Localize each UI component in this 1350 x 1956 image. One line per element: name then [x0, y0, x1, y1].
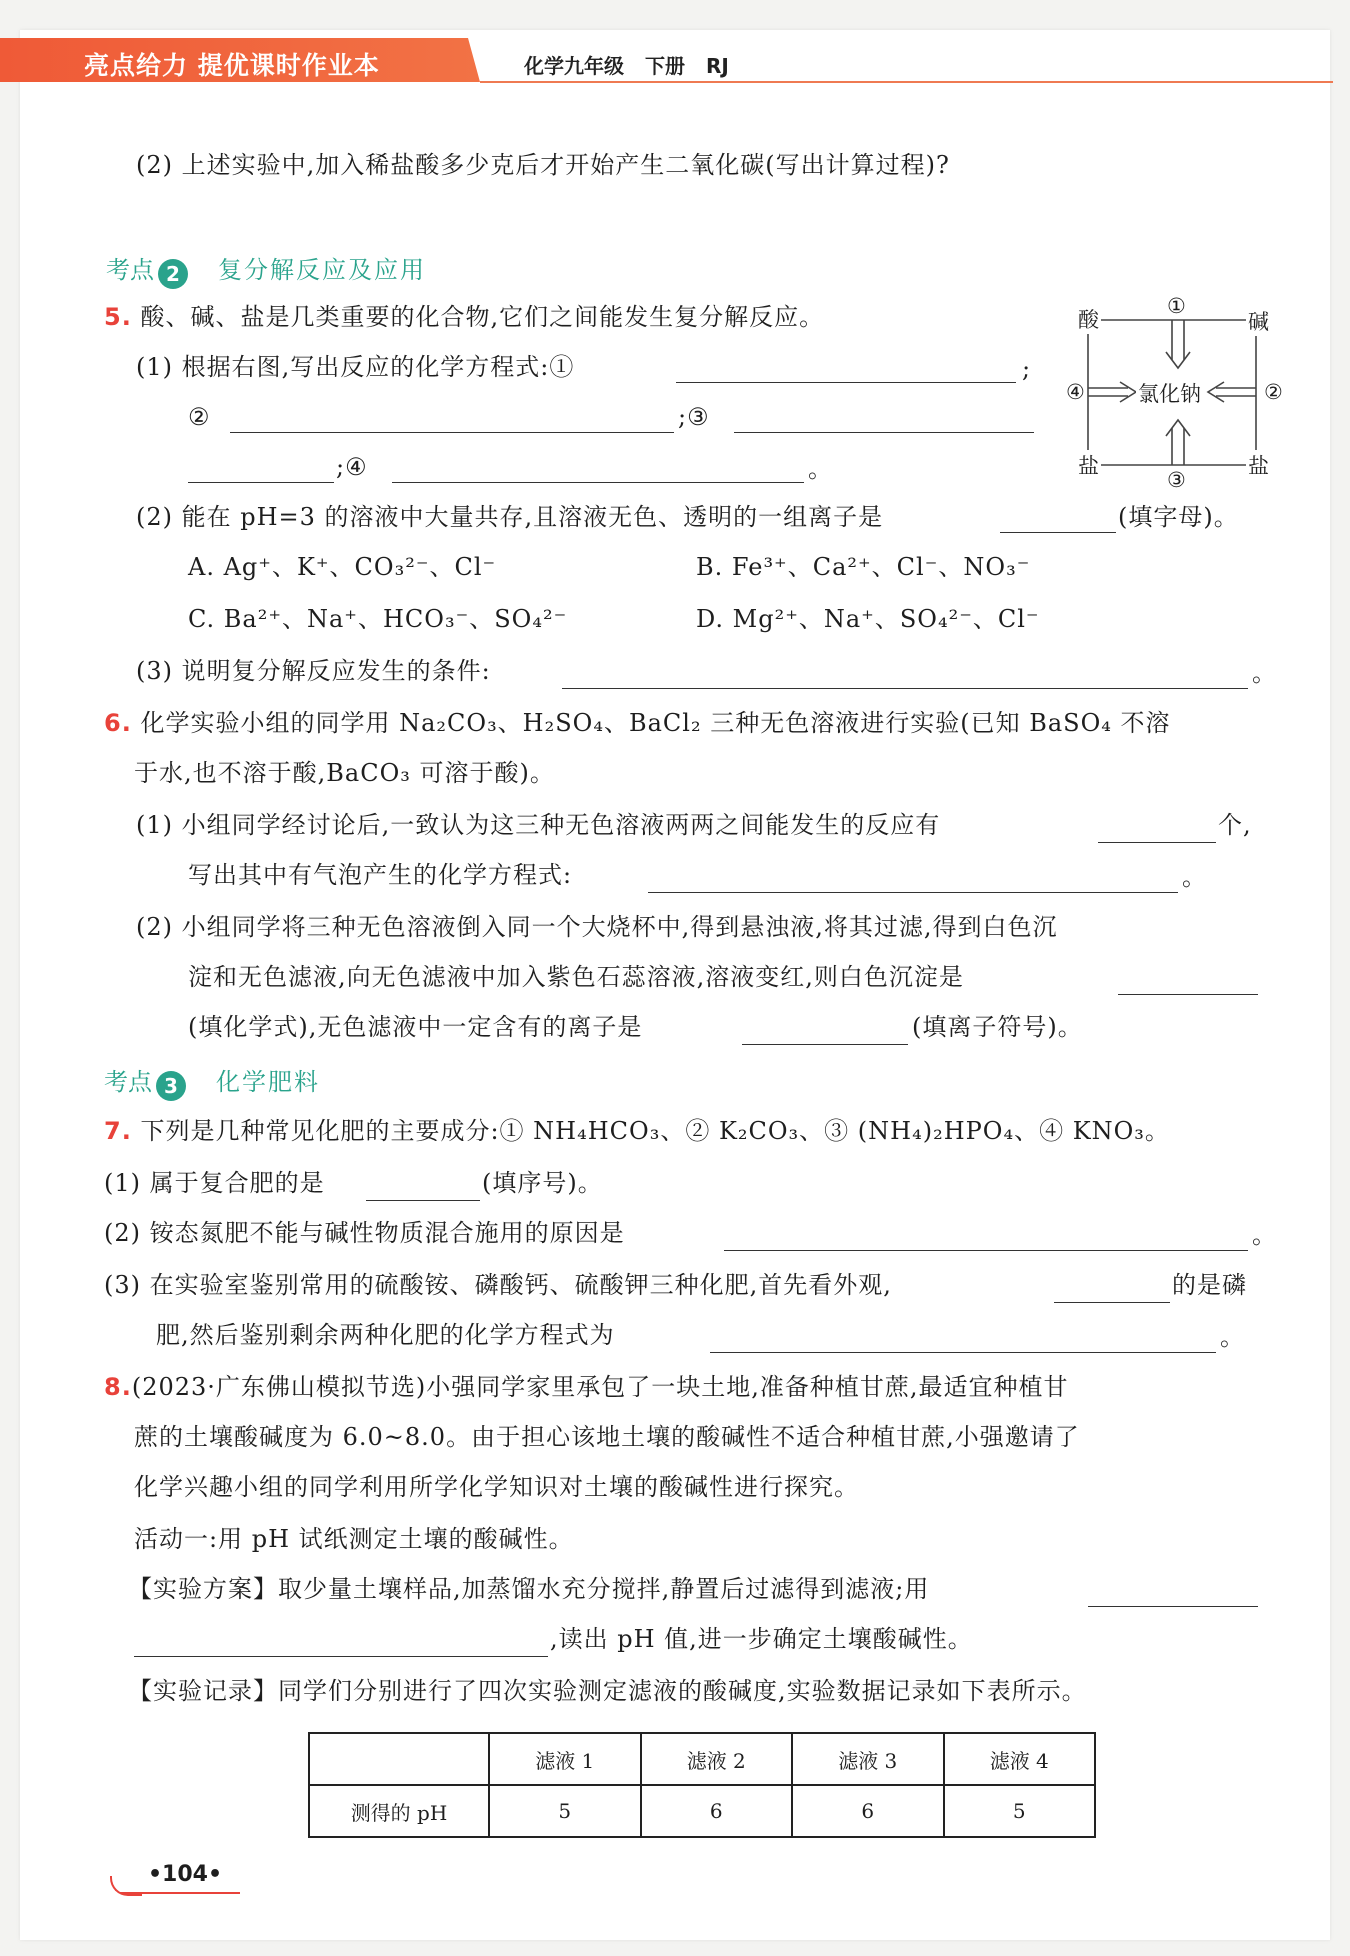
diagram-salt-left: 盐	[1076, 450, 1101, 480]
q8-record: 【实验记录】同学们分别进行了四次实验测定滤液的酸碱度,实验数据记录如下表所示。	[128, 1677, 1087, 1705]
table-header-cell	[309, 1733, 489, 1785]
diagram-label-1: ①	[1167, 294, 1186, 318]
section-prefix: 考点	[106, 256, 154, 284]
q5-text: 酸、碱、盐是几类重要的化合物,它们之间能发生复分解反应。	[140, 303, 825, 331]
q7-stem	[104, 1114, 1170, 1148]
q6-stem	[104, 706, 1171, 740]
header-subject: 化学九年级	[524, 54, 624, 78]
q8-line2: 蔗的土壤酸碱度为 6.0~8.0。由于担心该地土壤的酸碱性不适合种植甘蔗,小强邀请了	[134, 1423, 1080, 1451]
answer-blank[interactable]	[1054, 1302, 1170, 1303]
section-title: 化学肥料	[216, 1068, 320, 1096]
answer-blank[interactable]	[134, 1656, 548, 1657]
answer-blank[interactable]	[392, 482, 804, 483]
answer-blank[interactable]	[724, 1250, 1248, 1251]
diagram-label-2: ②	[1264, 380, 1283, 404]
q5-eq3-label: ;③	[678, 403, 710, 431]
q6-stem-cont: 于水,也不溶于酸,BaCO₃ 可溶于酸)。	[134, 759, 555, 787]
q5-period: 。	[808, 455, 833, 483]
section-number-badge: 3	[156, 1071, 186, 1101]
q7-part3-period: 。	[1220, 1323, 1245, 1351]
table-cell: 6	[792, 1785, 944, 1837]
diagram-acid: 酸	[1076, 304, 1101, 334]
q7-part1-suffix: (填序号)。	[482, 1169, 603, 1197]
option-c: C. Ba²⁺、Na⁺、HCO₃⁻、SO₄²⁻	[188, 605, 568, 633]
q6-part1-cont: 写出其中有气泡产生的化学方程式:	[188, 861, 573, 889]
diagram-label-3: ③	[1167, 468, 1186, 492]
section-heading-2	[106, 250, 426, 289]
ph-data-table	[308, 1732, 1096, 1838]
q5-part2-suffix: (填字母)。	[1118, 503, 1239, 531]
q6-part1-unit: 个,	[1218, 811, 1252, 839]
header-edition: RJ	[705, 54, 729, 78]
table-cell: 5	[489, 1785, 641, 1837]
answer-blank[interactable]	[366, 1200, 480, 1201]
answer-blank[interactable]	[676, 382, 1016, 383]
answer-blank[interactable]	[1098, 842, 1216, 843]
q5-semicolon: ;	[1022, 355, 1032, 383]
page-number: •104•	[148, 1862, 223, 1887]
page-header	[0, 38, 1330, 82]
q8-activity1: 活动一:用 pH 试纸测定土壤的酸碱性。	[134, 1525, 574, 1553]
q6-part2-suffix: (填离子符号)。	[912, 1013, 1083, 1041]
q6-number: 6.	[104, 709, 132, 737]
q5-part2: (2) 能在 pH=3 的溶液中大量共存,且溶液无色、透明的一组离子是	[136, 503, 884, 531]
q7-part1: (1) 属于复合肥的是	[104, 1169, 325, 1197]
answer-blank[interactable]	[188, 482, 334, 483]
q6-part1: (1) 小组同学经讨论后,一致认为这三种无色溶液两两之间能发生的反应有	[136, 811, 941, 839]
answer-blank[interactable]	[648, 892, 1178, 893]
table-header-cell: 滤液 3	[792, 1733, 944, 1785]
q7-part3: (3) 在实验室鉴别常用的硫酸铵、磷酸钙、硫酸钾三种化肥,首先看外观,	[104, 1271, 892, 1299]
q7-number: 7.	[104, 1117, 132, 1145]
table-header-cell: 滤液 2	[641, 1733, 793, 1785]
q4-part2: (2) 上述实验中,加入稀盐酸多少克后才开始产生二氧化碳(写出计算过程)?	[136, 151, 950, 179]
q5-number: 5.	[104, 303, 132, 331]
answer-blank[interactable]	[734, 432, 1034, 433]
answer-blank[interactable]	[710, 1352, 1216, 1353]
q7-part3-cont: 肥,然后鉴别剩余两种化肥的化学方程式为	[156, 1321, 615, 1349]
option-a: A. Ag⁺、K⁺、CO₃²⁻、Cl⁻	[188, 553, 497, 581]
q7-part2-period: 。	[1252, 1221, 1277, 1249]
section-title: 复分解反应及应用	[218, 256, 426, 284]
diagram-salt-right: 盐	[1246, 450, 1271, 480]
answer-blank[interactable]	[1118, 994, 1258, 995]
q5-eq2-label: ②	[188, 403, 211, 431]
answer-blank[interactable]	[562, 688, 1248, 689]
q5-stem	[104, 300, 824, 334]
table-header-cell: 滤液 1	[489, 1733, 641, 1785]
q7-part3-suffix: 的是磷	[1172, 1271, 1247, 1299]
q6-part2: (2) 小组同学将三种无色溶液倒入同一个大烧杯中,得到悬浊液,将其过滤,得到白色沉	[136, 913, 1058, 941]
q8-stem	[104, 1370, 1069, 1404]
q8-plan-cont: ,读出 pH 值,进一步确定土壤酸碱性。	[550, 1625, 973, 1653]
header-subtitle	[524, 50, 729, 79]
answer-blank[interactable]	[1088, 1606, 1258, 1607]
table-row	[309, 1785, 1095, 1837]
q8-plan: 【实验方案】取少量土壤样品,加蒸馏水充分搅拌,静置后过滤得到滤液;用	[128, 1575, 930, 1603]
q7-text: 下列是几种常见化肥的主要成分:① NH₄HCO₃、② K₂CO₃、③ (NH₄)₂HPO₄、④ KNO₃。	[140, 1117, 1170, 1145]
table-header-row	[309, 1733, 1095, 1785]
header-title: 亮点给力 提优课时作业本	[84, 51, 380, 80]
q5-part3-period: 。	[1252, 659, 1277, 687]
q6-part2-cont: 淀和无色滤液,向无色滤液中加入紫色石蕊溶液,溶液变红,则白色沉淀是	[188, 963, 964, 991]
section-heading-3	[104, 1062, 320, 1101]
reaction-diagram	[1060, 290, 1290, 500]
q6-part2-cont2: (填化学式),无色滤液中一定含有的离子是	[188, 1013, 643, 1041]
table-cell: 5	[944, 1785, 1096, 1837]
q5-part3: (3) 说明复分解反应发生的条件:	[136, 657, 491, 685]
table-header-cell: 滤液 4	[944, 1733, 1096, 1785]
answer-blank[interactable]	[1000, 532, 1116, 533]
section-prefix: 考点	[104, 1068, 152, 1096]
option-b: B. Fe³⁺、Ca²⁺、Cl⁻、NO₃⁻	[696, 553, 1031, 581]
table-cell: 6	[641, 1785, 793, 1837]
q6-part1-period: 。	[1182, 863, 1207, 891]
page-number-rule	[120, 1892, 240, 1894]
diagram-center: 氯化钠	[1136, 378, 1203, 408]
q6-text: 化学实验小组的同学用 Na₂CO₃、H₂SO₄、BaCl₂ 三种无色溶液进行实验(已知 BaSO₄ 不溶	[140, 709, 1171, 737]
q5-eq4-label: ;④	[336, 453, 368, 481]
answer-blank[interactable]	[230, 432, 674, 433]
header-volume: 下册	[644, 54, 685, 78]
q7-part2: (2) 铵态氮肥不能与碱性物质混合施用的原因是	[104, 1219, 625, 1247]
diagram-label-4: ④	[1066, 380, 1085, 404]
diagram-base: 碱	[1246, 306, 1271, 336]
q8-line3: 化学兴趣小组的同学利用所学化学知识对土壤的酸碱性进行探究。	[134, 1473, 859, 1501]
option-d: D. Mg²⁺、Na⁺、SO₄²⁻、Cl⁻	[696, 605, 1040, 633]
header-rule	[480, 81, 1333, 83]
section-number-badge: 2	[158, 259, 188, 289]
table-row-label: 测得的 pH	[309, 1785, 489, 1837]
q8-text: (2023·广东佛山模拟节选)小强同学家里承包了一块土地,准备种植甘蔗,最适宜种植甘	[131, 1373, 1069, 1401]
q5-part1: (1) 根据右图,写出反应的化学方程式:①	[136, 353, 575, 381]
answer-blank[interactable]	[742, 1044, 908, 1045]
q8-number: 8.	[104, 1373, 132, 1401]
